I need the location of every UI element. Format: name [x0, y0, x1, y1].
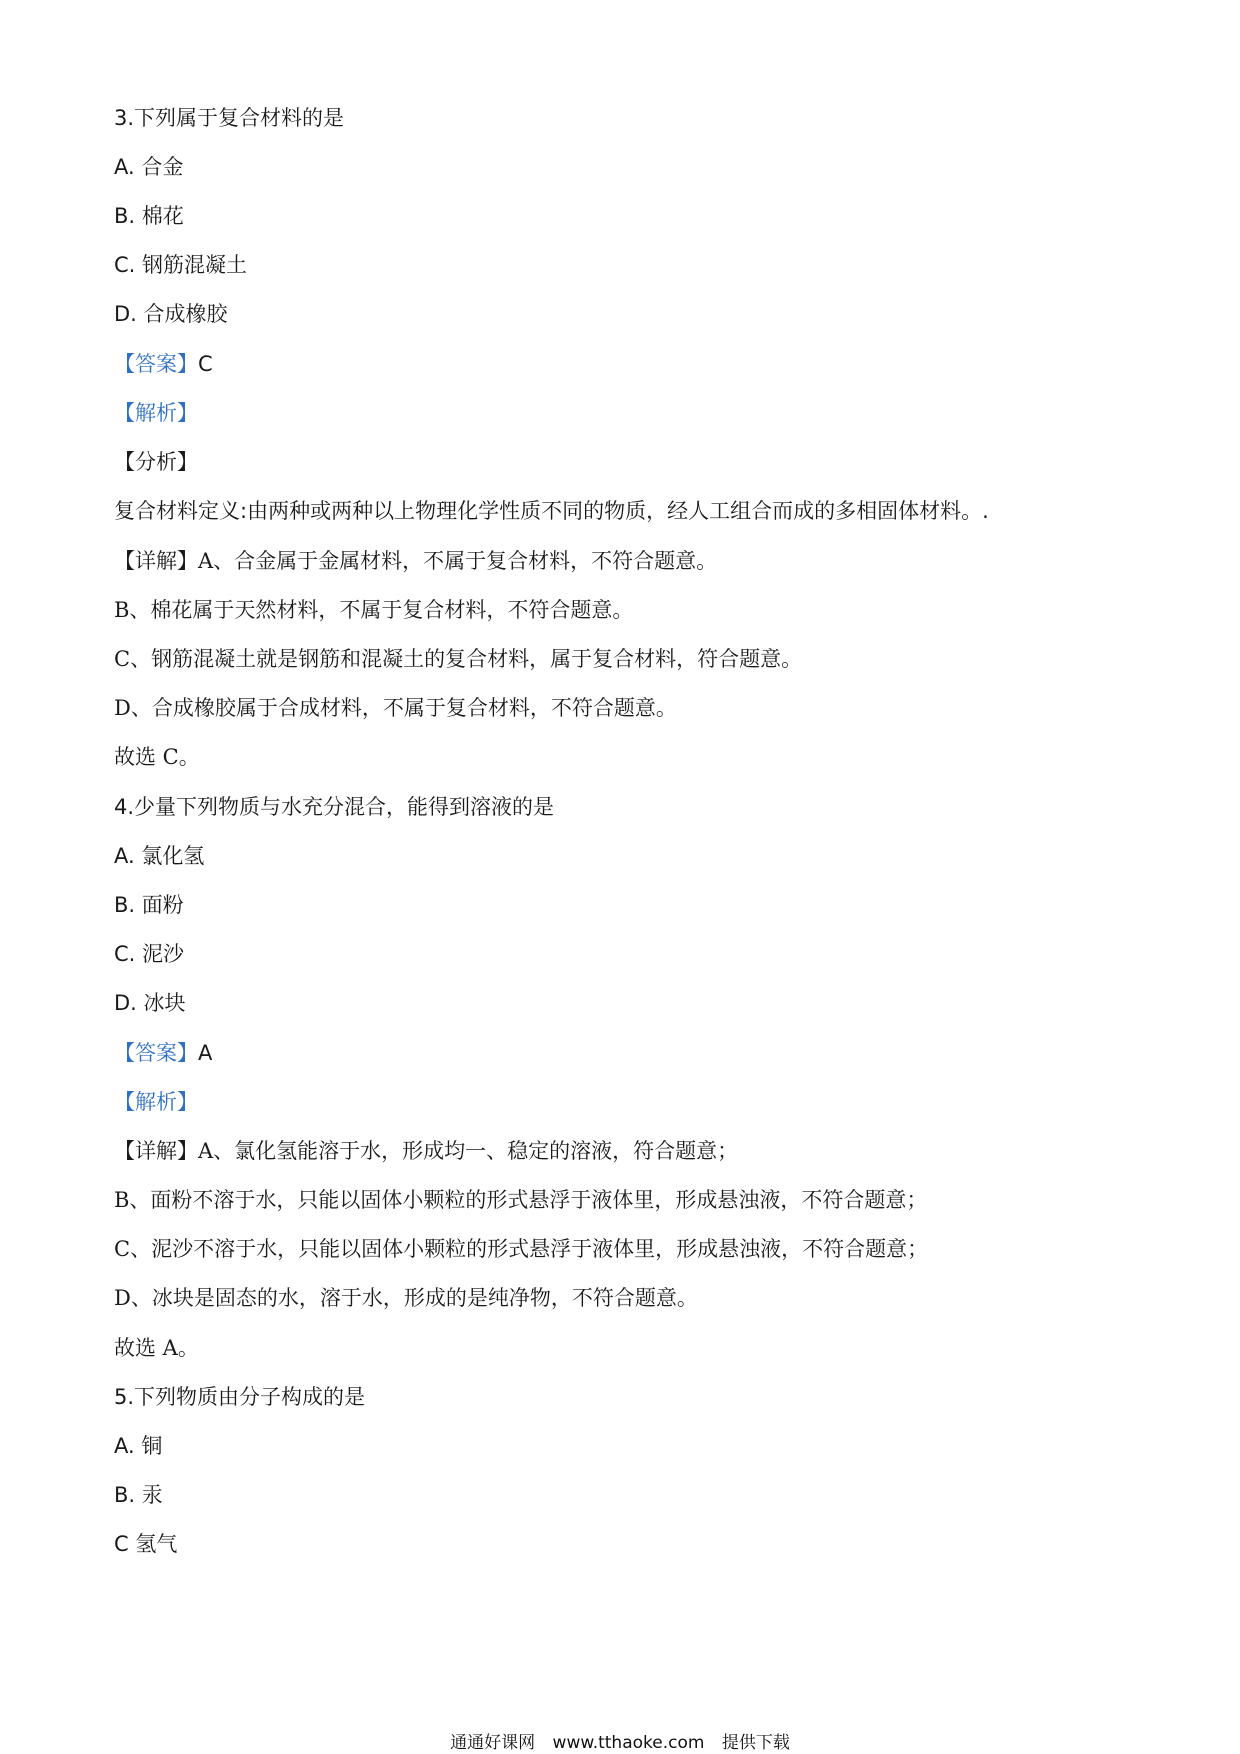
q3-detail-line: C、钢筋混凝土就是钢筋和混凝土的复合材料，属于复合材料，符合题意。	[114, 647, 803, 671]
q5-option-a: A. 铜	[114, 1434, 163, 1458]
q4-detail-line	[114, 1136, 738, 1166]
detail-tag: 【详解】	[114, 1139, 198, 1163]
q5-question: 5.下列物质由分子构成的是	[114, 1385, 366, 1409]
q3-definition: 复合材料定义:由两种或两种以上物理化学性质不同的物质，经人工组合而成的多相固体材料。.	[114, 499, 989, 523]
q4-option-c: C. 泥沙	[114, 942, 185, 966]
q5-option-c: C 氢气	[114, 1532, 178, 1556]
q4-option-b: B. 面粉	[114, 893, 184, 917]
q3-answer	[114, 349, 213, 379]
answer-tag: 【答案】	[114, 352, 198, 376]
answer-value: C	[198, 352, 213, 376]
q3-conclusion: 故选 C。	[114, 745, 200, 769]
footer-site-name: 通通好课网	[450, 1733, 536, 1753]
q3-detail-line	[114, 546, 717, 576]
q3-option-d: D. 合成橡胶	[114, 302, 228, 326]
q4-option-a: A. 氯化氢	[114, 844, 205, 868]
detail-text: A、氯化氢能溶于水，形成均一、稳定的溶液，符合题意；	[198, 1139, 739, 1163]
q3-fenxi-tag: 【分析】	[114, 450, 198, 474]
q3-option-c: C. 钢筋混凝土	[114, 253, 248, 277]
q4-detail-line: D、冰块是固态的水，溶于水，形成的是纯净物，不符合题意。	[114, 1286, 698, 1310]
answer-value: A	[198, 1041, 213, 1065]
q3-detail-line: D、合成橡胶属于合成材料，不属于复合材料，不符合题意。	[114, 696, 677, 720]
page-footer	[0, 1732, 1240, 1754]
q4-conclusion: 故选 A。	[114, 1336, 199, 1360]
q4-option-d: D. 冰块	[114, 991, 186, 1015]
footer-note: 提供下载	[721, 1733, 790, 1753]
detail-text: A、合金属于金属材料，不属于复合材料，不符合题意。	[198, 549, 718, 573]
q3-analysis-tag: 【解析】	[114, 401, 198, 425]
q3-detail-line: B、棉花属于天然材料，不属于复合材料，不符合题意。	[114, 598, 634, 622]
q4-question: 4.少量下列物质与水充分混合，能得到溶液的是	[114, 795, 555, 819]
q3-question: 3.下列属于复合材料的是	[114, 106, 345, 130]
q4-analysis-tag: 【解析】	[114, 1090, 198, 1114]
footer-url[interactable]: www.tthaoke.com	[552, 1733, 705, 1753]
q3-option-b: B. 棉花	[114, 204, 184, 228]
detail-tag: 【详解】	[114, 549, 198, 573]
q4-detail-line: B、面粉不溶于水，只能以固体小颗粒的形式悬浮于液体里，形成悬浊液，不符合题意；	[114, 1188, 928, 1212]
q4-detail-line: C、泥沙不溶于水，只能以固体小颗粒的形式悬浮于液体里，形成悬浊液，不符合题意；	[114, 1237, 929, 1261]
answer-tag: 【答案】	[114, 1041, 198, 1065]
q5-option-b: B. 汞	[114, 1483, 163, 1507]
q3-option-a: A. 合金	[114, 155, 184, 179]
q4-answer	[114, 1038, 212, 1068]
